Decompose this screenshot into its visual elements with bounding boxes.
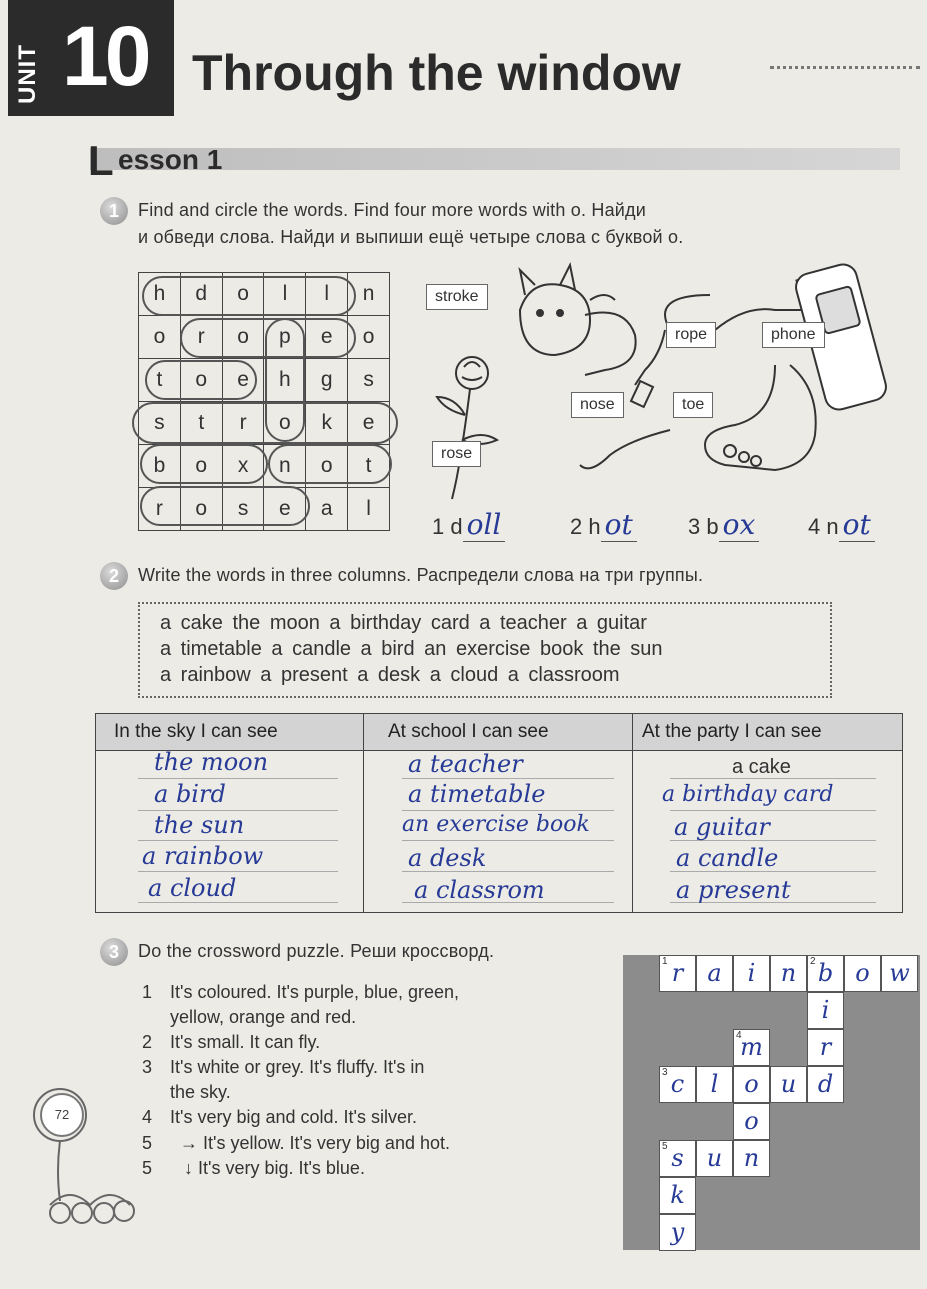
crossword-letter: o bbox=[855, 959, 870, 987]
sky-entry[interactable]: the sun bbox=[154, 811, 245, 839]
grid-cell[interactable]: o bbox=[180, 488, 222, 531]
grid-cell[interactable]: p bbox=[264, 316, 306, 359]
exercise-2-instruction: Write the words in three columns. Распредели слова на три группы. bbox=[138, 565, 704, 585]
party-entry[interactable]: a candle bbox=[676, 844, 779, 872]
exercise-2-number: 2 bbox=[100, 562, 128, 590]
grid-cell[interactable]: l bbox=[348, 488, 390, 531]
grid-cell[interactable]: o bbox=[222, 273, 264, 316]
clue-5-down-num: 5 bbox=[142, 1158, 153, 1178]
clue-5-down-text: ↓ It's very big. It's blue. bbox=[184, 1158, 365, 1178]
exercise-3-number: 3 bbox=[100, 938, 128, 966]
grid-cell[interactable]: e bbox=[306, 316, 348, 359]
grid-cell[interactable]: n bbox=[264, 445, 306, 488]
clue-2-num: 2 bbox=[142, 1032, 153, 1052]
writing-line bbox=[402, 778, 614, 779]
clue-4-text: It's very big and cold. It's silver. bbox=[170, 1107, 417, 1127]
exercise-1-number: 1 bbox=[100, 197, 128, 225]
page-number: 72 bbox=[40, 1093, 84, 1137]
crossword-letter: i bbox=[747, 959, 756, 987]
word-box-line-3: a rainbow a present a desk a cloud a classroom bbox=[160, 664, 620, 686]
grid-cell[interactable]: r bbox=[139, 488, 181, 531]
exercise-1-instruction-line1: Find and circle the words. Find four more words with o. Найди bbox=[138, 200, 646, 220]
answer-3-prefix: 3 b bbox=[688, 514, 719, 539]
kitten-drawing bbox=[520, 265, 636, 375]
grid-cell[interactable]: s bbox=[222, 488, 264, 531]
answer-1-prefix: 1 d bbox=[432, 514, 463, 539]
grid-cell[interactable]: l bbox=[306, 273, 348, 316]
word-box-line-1: a cake the moon a birthday card a teacher a guitar bbox=[160, 612, 647, 634]
crossword-number: 2 bbox=[810, 956, 816, 967]
school-entry[interactable]: a desk bbox=[408, 844, 487, 872]
crossword-letter: k bbox=[670, 1181, 685, 1209]
answer-3 bbox=[688, 508, 759, 541]
grid-cell[interactable]: e bbox=[222, 359, 264, 402]
crossword-letter: y bbox=[670, 1218, 685, 1246]
crossword-letter: w bbox=[889, 959, 910, 987]
writing-line bbox=[138, 778, 338, 779]
crossword-letter: r bbox=[671, 959, 684, 987]
grid-cell[interactable]: o bbox=[222, 316, 264, 359]
crossword-number: 1 bbox=[662, 956, 668, 967]
crossword-number: 3 bbox=[662, 1067, 668, 1078]
grid-cell[interactable]: o bbox=[264, 402, 306, 445]
clue-1-num: 1 bbox=[142, 982, 153, 1002]
answer-2-prefix: 2 h bbox=[570, 514, 601, 539]
answer-2-written[interactable]: ot bbox=[601, 508, 637, 542]
label-stroke: stroke bbox=[426, 284, 488, 310]
clue-4-num: 4 bbox=[142, 1107, 153, 1127]
writing-line bbox=[138, 871, 338, 872]
grid-cell[interactable]: o bbox=[306, 445, 348, 488]
grid-cell[interactable]: t bbox=[348, 445, 390, 488]
sorting-table bbox=[95, 713, 903, 913]
crossword-letter: a bbox=[707, 959, 722, 987]
exercise-3-instruction: Do the crossword puzzle. Реши кроссворд. bbox=[138, 941, 495, 961]
answer-4-written[interactable]: ot bbox=[839, 508, 875, 542]
grid-cell[interactable]: l bbox=[264, 273, 306, 316]
exercise-1-instruction-line2: и обведи слова. Найди и выпиши ещё четыре слова с буквой о. bbox=[138, 227, 684, 247]
party-entry[interactable]: a present bbox=[676, 876, 791, 904]
column-header-school: At school I can see bbox=[388, 721, 549, 742]
sky-entry[interactable]: a cloud bbox=[148, 874, 237, 902]
crossword-letter: b bbox=[817, 959, 834, 987]
column-header-party: At the party I can see bbox=[642, 721, 822, 742]
label-nose: nose bbox=[571, 392, 624, 418]
crossword-letter: m bbox=[740, 1033, 763, 1061]
crossword-letter: o bbox=[744, 1107, 759, 1135]
clue-5-across-text: → It's yellow. It's very big and hot. bbox=[180, 1133, 450, 1153]
grid-cell[interactable]: a bbox=[306, 488, 348, 531]
crossword-letter: n bbox=[780, 959, 797, 987]
crossword-number: 5 bbox=[662, 1141, 668, 1152]
clue-3-text: It's white or grey. It's fluffy. It's in bbox=[170, 1057, 425, 1077]
unit-label: UNIT bbox=[14, 44, 41, 104]
school-entry[interactable]: a teacher bbox=[408, 750, 523, 778]
label-phone: phone bbox=[762, 322, 825, 348]
column-divider bbox=[632, 714, 633, 912]
crossword-letter: l bbox=[710, 1070, 719, 1098]
crossword-letter: o bbox=[744, 1070, 759, 1098]
word-box-line-2: a timetable a candle a bird an exercise book the sun bbox=[160, 638, 663, 660]
answer-2 bbox=[570, 508, 637, 541]
grid-cell[interactable]: o bbox=[348, 316, 390, 359]
lesson-initial: L bbox=[88, 137, 114, 184]
grid-cell[interactable]: e bbox=[348, 402, 390, 445]
rose-drawing bbox=[437, 357, 497, 499]
circled-word-stroke bbox=[132, 402, 398, 444]
circled-word-doll bbox=[142, 276, 356, 316]
answer-4-prefix: 4 n bbox=[808, 514, 839, 539]
school-entry[interactable]: a classrom bbox=[414, 876, 545, 904]
crossword-letter: u bbox=[780, 1070, 797, 1098]
writing-line bbox=[402, 810, 614, 811]
answer-4 bbox=[808, 508, 875, 541]
column-header-sky: In the sky I can see bbox=[114, 721, 278, 742]
party-entry[interactable]: a cake bbox=[732, 756, 791, 778]
circled-word-rose bbox=[140, 486, 310, 526]
crossword-letter: s bbox=[671, 1144, 684, 1172]
grid-cell[interactable]: k bbox=[306, 402, 348, 445]
grid-cell[interactable]: s bbox=[139, 402, 181, 445]
sky-entry[interactable]: the moon bbox=[154, 748, 269, 776]
clue-3-text-cont: the sky. bbox=[170, 1082, 231, 1102]
sky-entry[interactable]: a bird bbox=[154, 780, 226, 808]
grid-cell[interactable]: h bbox=[139, 273, 181, 316]
grid-cell[interactable]: t bbox=[139, 359, 181, 402]
clue-2-text: It's small. It can fly. bbox=[170, 1032, 321, 1052]
grid-cell[interactable]: o bbox=[139, 316, 181, 359]
crossword-grid bbox=[623, 955, 920, 1250]
column-divider bbox=[363, 714, 364, 912]
crossword-letter: n bbox=[743, 1144, 760, 1172]
grid-cell[interactable]: b bbox=[139, 445, 181, 488]
lesson-heading: esson 1 bbox=[118, 144, 223, 175]
grid-cell[interactable]: n bbox=[348, 273, 390, 316]
writing-line bbox=[138, 902, 338, 903]
clue-5-across-num: 5 bbox=[142, 1133, 153, 1153]
clue-3-num: 3 bbox=[142, 1057, 153, 1077]
grid-cell[interactable]: g bbox=[306, 359, 348, 402]
clue-1-text: It's coloured. It's purple, blue, green, bbox=[170, 982, 460, 1002]
grid-cell[interactable]: r bbox=[180, 316, 222, 359]
grid-cell[interactable]: e bbox=[264, 488, 306, 531]
crossword-letter: d bbox=[817, 1070, 834, 1098]
page-title: Through the window bbox=[192, 45, 681, 101]
circled-word-box bbox=[140, 444, 268, 484]
writing-line bbox=[138, 840, 338, 841]
grid-cell[interactable]: r bbox=[222, 402, 264, 445]
label-toe: toe bbox=[673, 392, 713, 418]
clue-1-text-cont: yellow, orange and red. bbox=[170, 1007, 357, 1027]
circled-word-toe bbox=[145, 360, 257, 400]
party-entry[interactable]: a birthday card bbox=[662, 782, 834, 807]
grid-cell[interactable]: x bbox=[222, 445, 264, 488]
crossword-letter: u bbox=[706, 1144, 723, 1172]
writing-line bbox=[670, 810, 876, 811]
label-rope: rope bbox=[666, 322, 716, 348]
grid-cell[interactable]: o bbox=[180, 359, 222, 402]
crossword-letter: i bbox=[821, 996, 830, 1024]
crossword-letter: c bbox=[670, 1070, 685, 1098]
circled-word-not bbox=[268, 444, 392, 484]
title-dotted-rule bbox=[770, 66, 920, 69]
crossword-letter: r bbox=[819, 1033, 832, 1061]
answer-1-written[interactable]: oll bbox=[463, 508, 506, 542]
school-entry[interactable]: a timetable bbox=[408, 780, 546, 808]
unit-number: 10 bbox=[62, 9, 148, 103]
writing-line bbox=[402, 840, 614, 841]
sky-entry[interactable]: a rainbow bbox=[142, 842, 264, 870]
grid-cell[interactable]: t bbox=[180, 402, 222, 445]
grid-cell[interactable]: s bbox=[348, 359, 390, 402]
answer-1 bbox=[432, 508, 505, 541]
party-entry[interactable]: a guitar bbox=[674, 813, 770, 841]
label-rose: rose bbox=[432, 441, 481, 467]
grid-cell[interactable]: h bbox=[264, 359, 306, 402]
school-entry[interactable]: an exercise book bbox=[402, 812, 590, 837]
grid-cell[interactable]: o bbox=[180, 445, 222, 488]
answer-3-written[interactable]: ox bbox=[719, 508, 760, 542]
grid-cell[interactable]: d bbox=[180, 273, 222, 316]
crossword-number: 4 bbox=[736, 1030, 742, 1041]
